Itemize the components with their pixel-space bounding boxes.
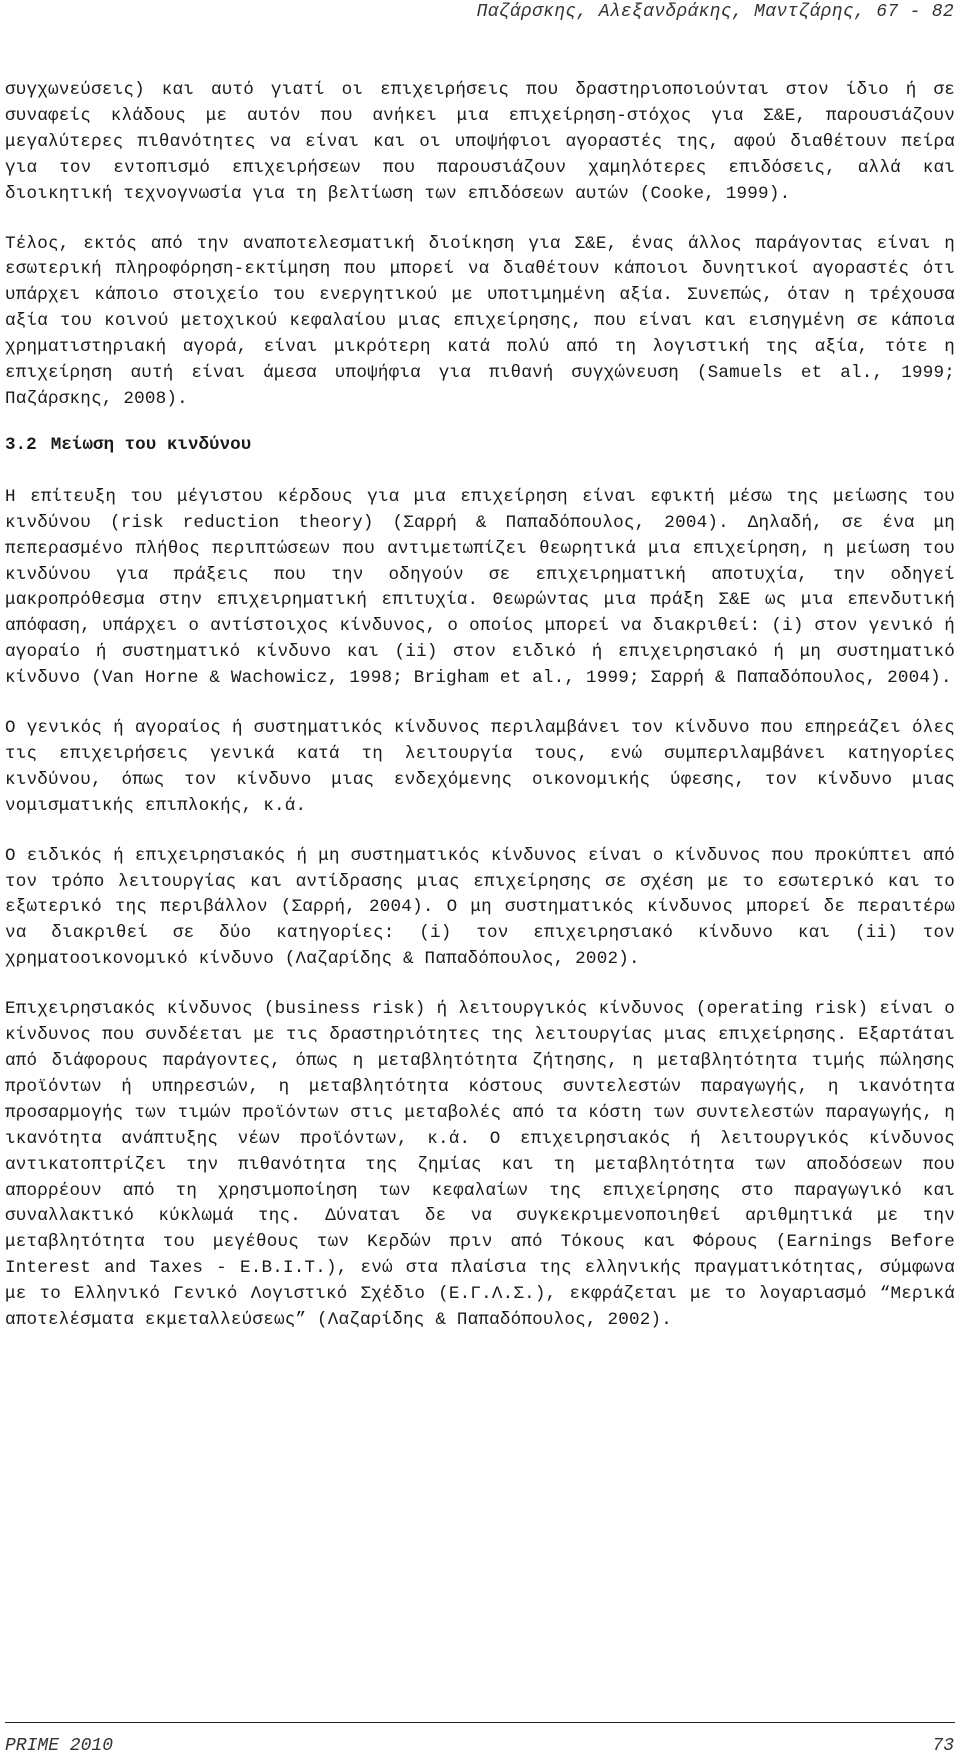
footer-divider xyxy=(5,1722,955,1723)
paragraph-unsystematic-risk: Ο ειδικός ή επιχειρησιακός ή μη συστηματικός κίνδυνος είναι ο κίνδυνος που προκύπτει από τον τρόπο λειτουργίας και αντίδρασης μιας επιχείρησης σε σχέση με το εσωτερικό και το εξωτερικό της περιβάλλον (Σαρρή, 2004). Ο μη συστηματικός κίνδυνος μπορεί δε περαιτέρω να διακριθεί σε δύο κατηγορίες: (i) τον επιχειρησιακό κίνδυνο και (ii) τον χρηματοοικονομικό κίνδυνο (Λαζαρίδης & Παπαδόπουλος, 2002). xyxy=(5,845,955,970)
paragraph-risk-reduction: Η επίτευξη του μέγιστου κέρδους για μια επιχείρηση είναι εφικτή μέσω της μείωσης του κινδύνου (risk reduction theory) (Σαρρή & Παπαδόπουλος, 2004). Δηλαδή, σε ένα μη πεπερασμένο πλήθος περιπτώσεων που αντιμετωπίζει θεωρητικά μια επιχείρηση, η μείωση του κινδύνου για πράξεις που την οδηγούν σε επιχειρηματική αποτυχία, την οδηγεί μακροπρόθεσμα στην επιχειρηματική επιτυχία. Θεωρώντας μια πράξη Σ&Ε ως μια επενδυτική απόφαση, υπάρχει ο αντίστοιχος κίνδυνος, ο οποίος μπορεί να διακριθεί: (i) στον γενικό ή αγοραίο ή συστηματικό κίνδυνο και (ii) στον ειδικό ή επιχειρησιακό ή μη συστηματικό κίνδυνο (Van Horne & Wachowicz, 1998; Brigham et al., 1999; Σαρρή & Παπαδόπουλος, 2004). xyxy=(5,486,955,689)
section-number: 3.2 xyxy=(5,434,37,455)
section-heading xyxy=(5,433,955,459)
paragraph-continuation: συγχωνεύσεις) και αυτό γιατί οι επιχειρήσεις που δραστηριοποιούνται στον ίδιο ή σε συναφείς κλάδους με αυτόν που ανήκει μια επιχείρηση-στόχος για Σ&Ε, παρουσιάζουν μεγαλύτερες πιθανότητες να είναι και οι υποψήφιοι αγοραστές της, αφού διαθέτουν πείρα για τον εντοπισμό επιχειρήσεων που παρουσιάζουν χαμηλότερες επιδόσεις, αλλά και διοικητική τεχνογνωσία για τη βελτίωση των επιδόσεων αυτών (Cooke, 1999). xyxy=(5,80,955,204)
paragraph-business-risk: Επιχειρησιακός κίνδυνος (business risk) ή λειτουργικός κίνδυνος (operating risk) είναι ο κίνδυνος που συνδέεται με τις δραστηριότητες της λειτουργίας μιας επιχείρησης. Εξαρτάται από διάφορους παράγοντες, όπως η μεταβλητότητα ζήτησης, η μεταβλητότητα τιμής πώλησης προϊόντων ή υπηρεσιών, η μεταβλητότητα κόστους συντελεστών παραγωγής, η ικανότητα προσαρμογής των τιμών προϊόντων στις μεταβολές από τα κόστη των συντελεστών παραγωγής, η ικανότητα ανάπτυξης νέων προϊόντων, κ.ά. Ο επιχειρησιακός ή λειτουργικός κίνδυνος αντικατοπτρίζει την πιθανότητα της ζημίας και τη μεταβλητότητα των αποδόσεων που απορρέουν από τη χρησιμοποίηση των κεφαλαίων της επιχείρησης στο παραγωγικό και συναλλακτικό κύκλωμά της. Δύναται δε να συγκεκριμενοποιηθεί αριθμητικά με την μεταβλητότητα του μεγέθους των Κερδών πριν από Τόκους και Φόρους (Earnings Before Interest and Taxes - Ε.Β.Ι.Τ.), ενώ στα πλαίσια της ελληνικής πραγματικότητας, σύμφωνα με το Ελληνικό Γενικό Λογιστικό Σχέδιο (Ε.Γ.Λ.Σ.), εκφράζεται με το λογαριασμό “Μερικά αποτελέσματα εκμεταλλεύσεως” (Λαζαρίδης & Παπαδόπουλος, 2002). xyxy=(5,999,955,1331)
footer-journal: PRIME 2010 xyxy=(5,1736,114,1756)
page-number: 73 xyxy=(932,1736,954,1756)
paragraph-undervalued-assets: Τέλος, εκτός από την αναποτελεσματική διοίκηση για Σ&Ε, ένας άλλος παράγοντας είναι η εσωτερική πληροφόρηση-εκτίμηση που μπορεί να διαθέτουν κάποιοι δυνητικοί αγοραστές ότι υπάρχει κάποιο στοιχείο του ενεργητικού με υποτιμημένη αξία. Συνεπώς, όταν η τρέχουσα αξία του κοινού μετοχικού κεφαλαίου μιας επιχείρησης, που είναι και εισηγμένη σε κάποια χρηματιστηριακή αγορά, είναι μικρότερη κατά πολύ από τη λογιστική της αξία, τότε η επιχείρηση αυτή είναι άμεσα υποψήφια για πιθανή συγχώνευση (Samuels et al., 1999; Παζάρσκης, 2008). xyxy=(5,233,955,409)
page-body xyxy=(5,78,955,1358)
paragraph-systematic-risk: Ο γενικός ή αγοραίος ή συστηματικός κίνδυνος περιλαμβάνει τον κίνδυνο που επηρεάζει όλες τις επιχειρήσεις γενικά κατά τη λειτουργία τους, ενώ συμπεριλαμβάνει κατηγορίες κινδύνου, όπως τον κίνδυνο μιας ενδεχόμενης οικονομικής ύφεσης, τον κίνδυνο μιας νομισματικής επιπλοκής, κ.ά. xyxy=(5,718,955,816)
running-header: Παζάρσκης, Αλεξανδράκης, Μαντζάρης, 67 - 82 xyxy=(476,2,954,22)
section-title: Μείωση του κινδύνου xyxy=(50,434,252,455)
